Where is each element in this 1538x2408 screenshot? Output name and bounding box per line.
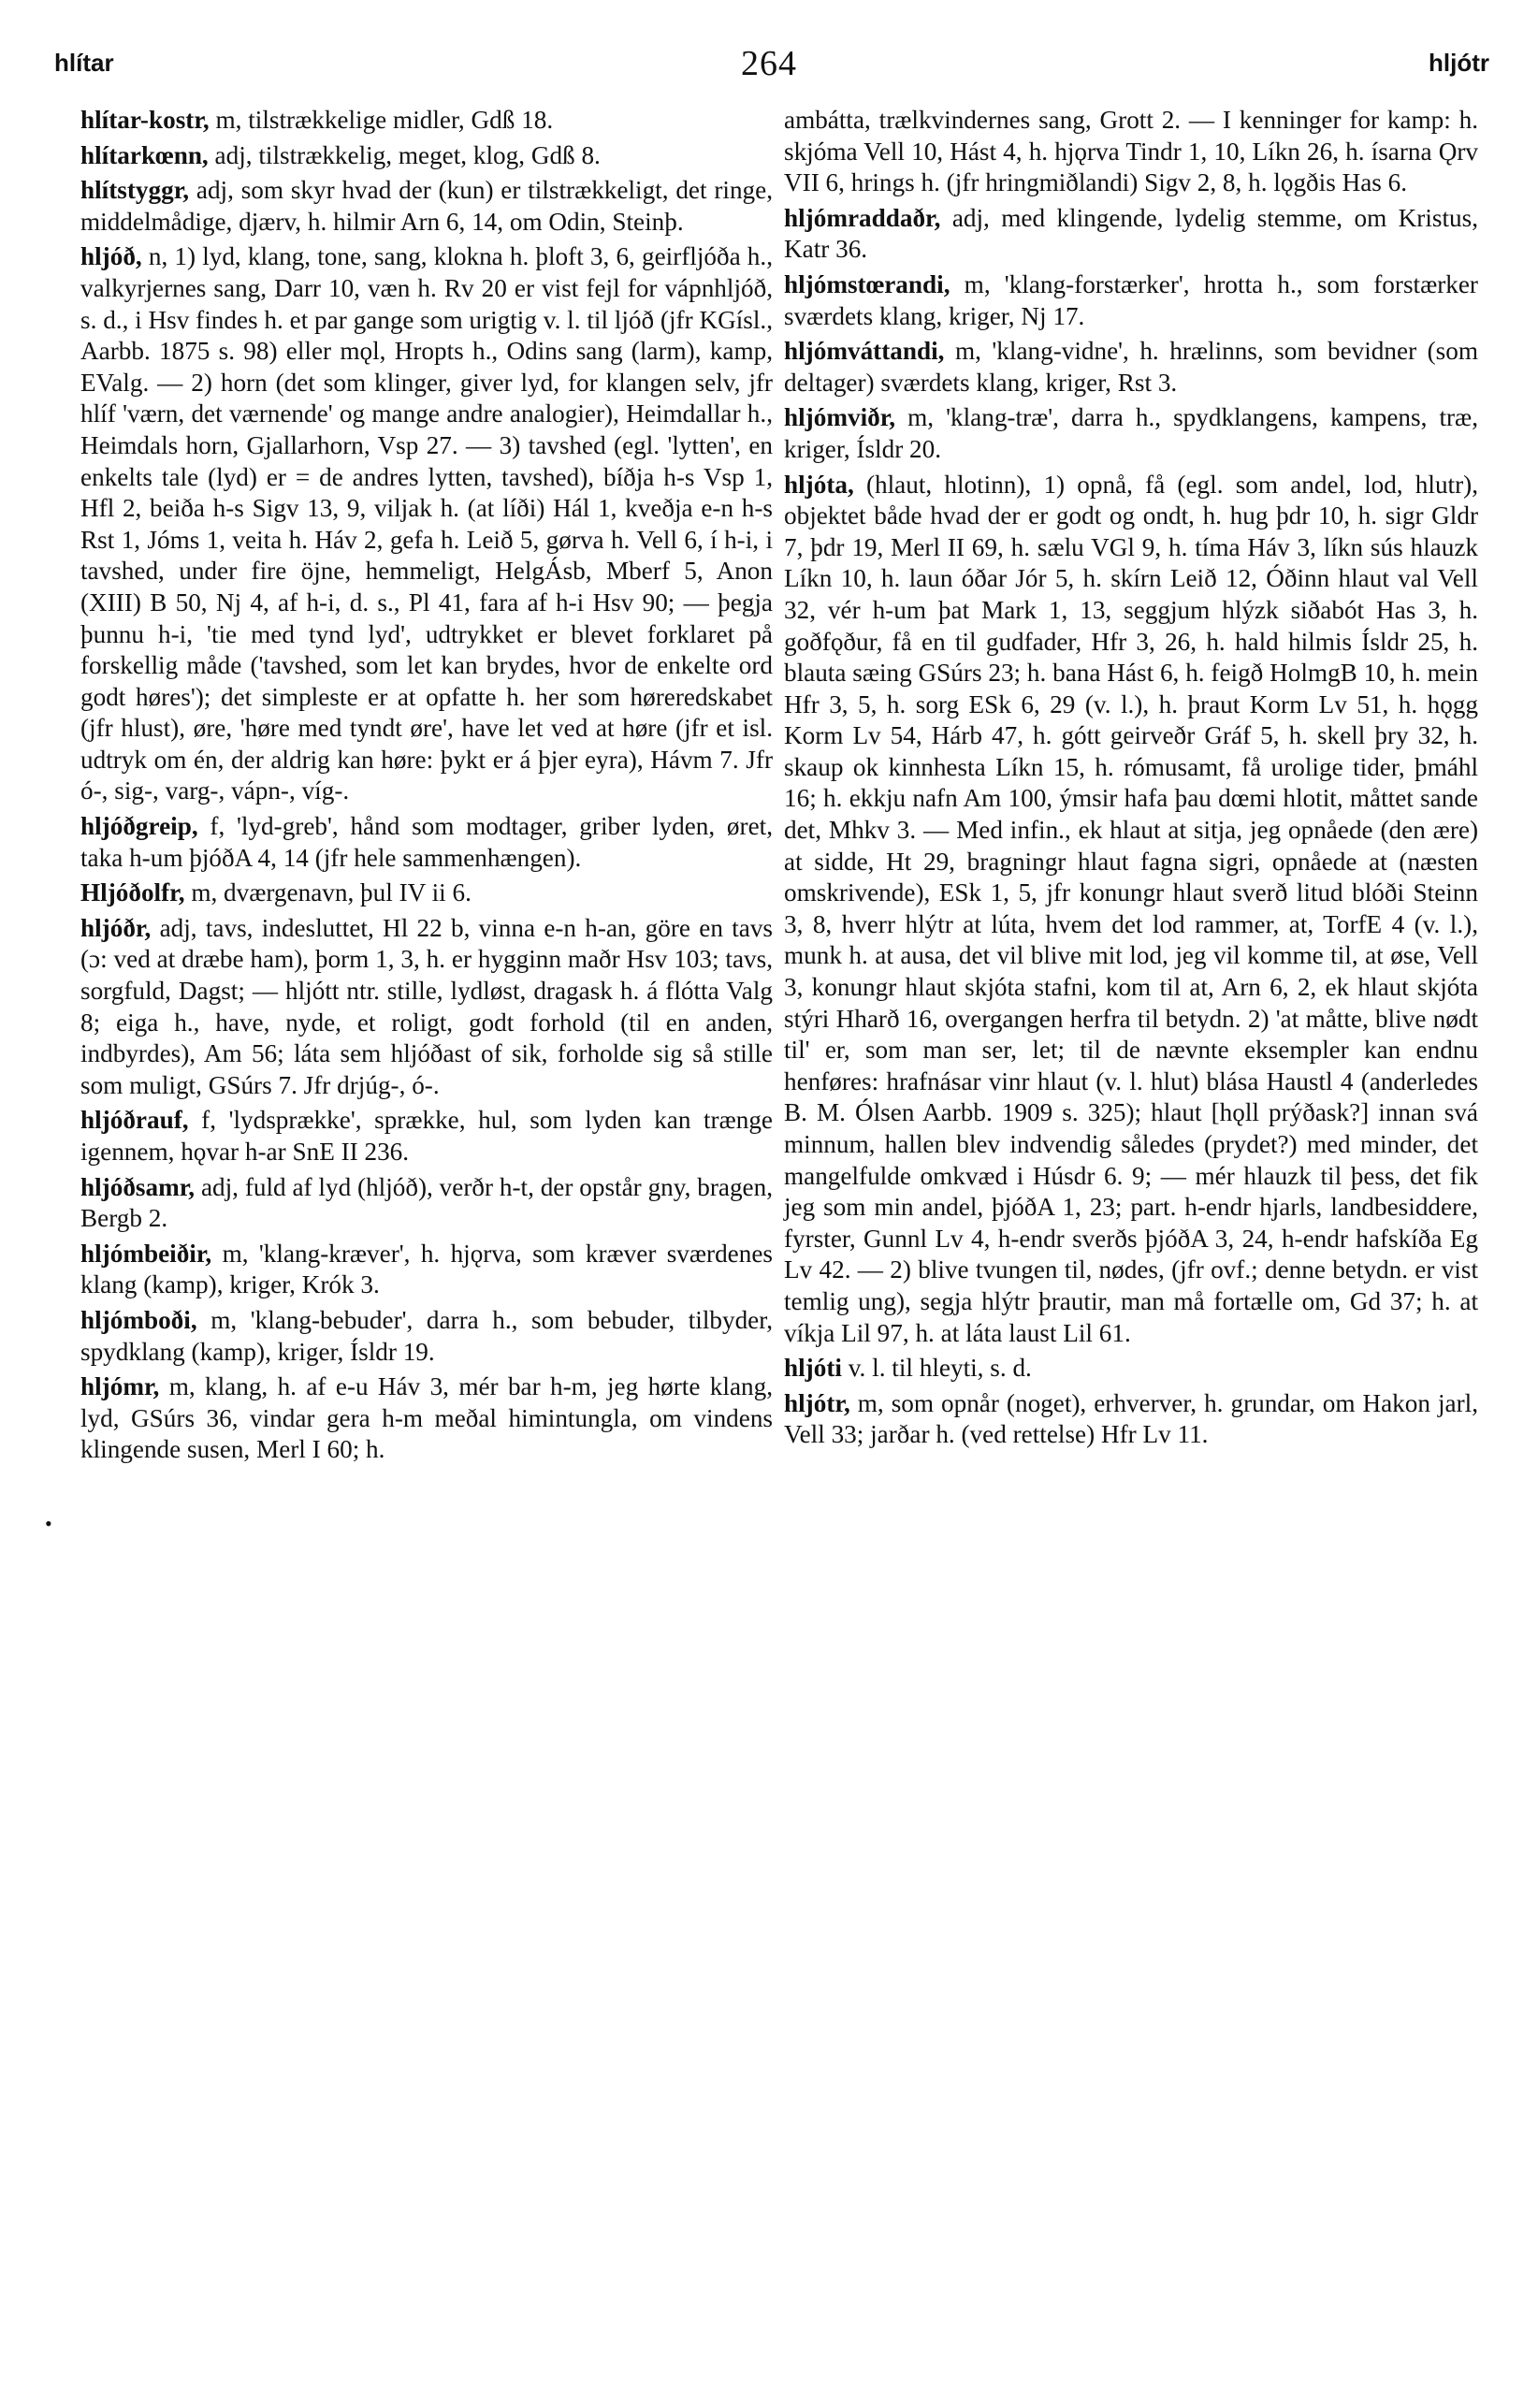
entry-definition: m, 'klang-træ', darra h., spydklangens, kampens, træ, kriger, Ísldr 20. [784, 403, 1478, 463]
dictionary-entry [784, 402, 1478, 465]
dictionary-entry [784, 336, 1478, 399]
dictionary-entry [784, 470, 1478, 1350]
entry-definition: adj, fuld af lyd (hljóð), verðr h-t, der opstår gny, bragen, Bergb 2. [80, 1172, 773, 1233]
entry-headword: hljóti [784, 1354, 842, 1383]
entry-headword: hljóðgreip, [80, 812, 198, 841]
dictionary-entry [80, 105, 773, 137]
entry-definition: m, 'klang-bebuder', darra h., som bebuder, tilbyder, spydklang (kamp), kriger, Ísldr 19. [80, 1305, 773, 1366]
dictionary-entry [80, 1371, 773, 1466]
right-guide-word: hljótr [1429, 49, 1489, 77]
entry-headword: hlítarkœnn, [80, 140, 209, 169]
entry-definition: adj, tavs, indesluttet, Hl 22 b, vinna e-n h-an, göre en tavs (ɔ: ved at dræbe ham), þorm 1, 3, h. er hygginn maðr Hsv 103; tavs, sorgfuld, Dagst; — hljótt ntr. stille, lydløst, dragask h. á flótta Valg 8; eiga h., have, nyde, et roligt, godt forhold (til en anden, indbyrdes), Am 56; láta sem hljóðast of sik, forholde sig så stille som muligt, GSúrs 7. Jfr drjúg-, ó-. [80, 913, 773, 1099]
entry-headword: hljótr, [784, 1388, 850, 1417]
entry-definition: (hlaut, hlotinn), 1) opnå, få (egl. som andel, lod, hlutr), objektet både hvad der er godt og ondt, h. hug þdr 10, h. sigr Gldr 7, þdr 19, Merl II 69, h. sælu VGl 9, h. tíma Háv 3, líkn sús hlauzk Líkn 10, h. laun óðar Jór 5, h. skírn Leið 12, Óðinn hlaut val Vell 32, vér h-um þat Mark 1, 13, seggjum hlýzk siðabót Has 3, h. goðfǫður, få en til gudfader, Hfr 3, 26, h. hald hilmis Ísldr 25, h. blauta sæing GSúrs 23; h. bana Hást 6, h. feigð HolmgB 10, h. mein Hfr 3, 5, h. sorg ESk 6, 29 (v. l.), h. þraut Korm Lv 51, h. hǫgg Korm Lv 54, Hárb 47, h. gótt geirveðr Gráf 5, h. skell þry 32, h. skaup ok kinnhesta Líkn 15, h. rómusamt, få urolige tider, þmáhl 16; h. ekkju nafn Am 100, ýmsir hafa þau dœmi hlotit, måttet sande det, Mhkv 3. — Med infin., ek hlaut at sitja, jeg opnåede (den ære) at sidde, Ht 29, bragningr hlaut fagna sigri, opnåede at (næsten omskrivende), ESk 1, 5, jfr konungr hlaut sverð litud blóði Steinn 3, 8, hverr hlýtr at lúta, hvem det lod rammer, at, TorfE 4 (v. l.), munk h. at ausa, det vil blive mit lod, jeg vil komme til, at øse, Vell 3, konungr hlaut skjóta stafni, kom til at, Arn 6, 2, ek hlaut skjóta stýri Hharð 16, overgangen herfra til betydn. 2) 'at måtte, blive nødt til' er, som man ser, let; til de nævnte eksempler kan endnu henføres: hrafnásar vinr hlaut (v. l. hlut) blása Haustl 4 (anderledes B. M. Ólsen Aarbb. 1909 s. 325); hlaut [hǫll prýðask?] innan svá minnum, hallen blev indvendig således (prydet?) med minder, det mangelfulde omkvæd i Húsdr 6. 9; — mér hlauzk til þess, det fik jeg som min andel, þjóðA 1, 23; part. h-endr hjarls, landbesiddere, fyrster, Gunnl Lv 4, h-endr sverðs þjóðA 3, 24, h-endr hafskíða Eg Lv 42. — 2) blive tvungen til, nødes, (jfr ovf.; denne betydn. er vist temlig ung), segja hlýtr þrautir, man må fortælle om, Gd 37; h. at víkja Lil 97, h. at láta laust Lil 61. [784, 470, 1478, 1347]
dictionary-entry [784, 1388, 1478, 1451]
dictionary-entry [80, 1172, 773, 1235]
left-guide-word: hlítar [54, 49, 114, 77]
entry-definition: adj, med klingende, lydelig stemme, om Kristus, Katr 36. [784, 203, 1478, 264]
dictionary-entry [80, 1105, 773, 1168]
entry-definition: m, som opnår (noget), erhverver, h. grundar, om Hakon jarl, Vell 33; jarðar h. (ved rettelse) Hfr Lv 11. [784, 1388, 1478, 1449]
entry-headword: hljómraddaðr, [784, 203, 941, 232]
dictionary-entry [784, 203, 1478, 266]
entry-headword: hljóðsamr, [80, 1172, 196, 1201]
right-column [784, 105, 1478, 1455]
entry-definition: m, 'klang-kræver', h. hjǫrva, som kræver sværdenes klang (kamp), kriger, Krók 3. [80, 1239, 773, 1299]
entry-headword: hljóðrauf, [80, 1106, 189, 1135]
entry-definition: m, 'klang-vidne', h. hrælinns, som bevidner (som deltager) sværdets klang, kriger, Rst 3. [784, 337, 1478, 397]
dictionary-entry [80, 913, 773, 1102]
entry-definition: m, tilstrækkelige midler, Gdß 18. [209, 106, 554, 134]
dictionary-entry [80, 878, 773, 909]
entry-definition: f, 'lyd-greb', hånd som modtager, griber lyden, øret, taka h-um þjóðA 4, 14 (jfr hele sammenhængen). [80, 812, 773, 872]
margin-dot: • [45, 1512, 52, 1535]
entry-headword: hlítar-kostr, [80, 106, 210, 134]
entry-headword: hljómviðr, [784, 403, 896, 432]
entry-headword: hljómboði, [80, 1305, 197, 1334]
dictionary-entry [80, 241, 773, 807]
entry-definition: n, 1) lyd, klang, tone, sang, klokna h. þloft 3, 6, geirfljóða h., valkyrjernes sang, Darr 10, væn h. Rv 20 er vist fejl for vápnhljóð, s. d., i Hsv findes h. et par gange som urigtig v. l. til ljóð (jfr KGísl., Aarbb. 1875 s. 98) eller mǫl, Hropts h., Odins sang (larm), kamp, EValg. — 2) horn (det som klinger, giver lyd, for klangen selv, jfr hlíf 'værn, det værnende' og mange andre analogier), Heimdallar h., Heimdals horn, Gjallarhorn, Vsp 27. — 3) tavshed (egl. 'lytten', en enkelts tale (lyd) er = de andres lytten, tavshed), bíðja h-s Vsp 1, Hfl 2, beiða h-s Sigv 13, 9, viljak h. (at líði) Hál 1, kveðja e-n h-s Rst 1, Jóms 1, veita h. Háv 2, gefa h. Leið 5, gørva h. Vell 6, í h-i, i tavshed, under fire öjne, hemmeligt, HelgÁsb, Mberf 5, Anon (XIII) B 50, Nj 4, af h-i, d. s., Pl 41, fara af h-i Hsv 90; — þegja þunnu h-i, 'tie med tynd lyd', udtrykket er blevet forklaret på forskellig måde ('tavshed, som let kan brydes, hvor de enkelte ord godt høres'); det simpleste er at opfatte h. her som høreredskabet (jfr hlust), øre, 'høre med tyndt øre', have let ved at høre (jfr et isl. udtryk om én, der aldrig kan høre: þykt er á þjer eyra), Hávm 7. Jfr ó-, sig-, varg-, vápn-, víg-. [80, 242, 773, 805]
entry-definition: adj, som skyr hvad der (kun) er tilstrækkeligt, det ringe, middelmådige, djærv, h. hilmir Arn 6, 14, om Odin, Steinþ. [80, 176, 773, 236]
left-column [80, 105, 773, 1470]
entry-definition: ambátta, trælkvindernes sang, Grott 2. — I kenninger for kamp: h. skjóma Vell 10, Hást 4, h. hjǫrva Tindr 1, 10, Líkn 26, h. ísarna Ǫrv VII 6, hrings h. (jfr hringmiðlandi) Sigv 2, 8, h. lǫgðis Has 6. [784, 106, 1478, 197]
entry-definition: f, 'lydsprække', sprække, hul, som lyden kan trænge igennem, hǫvar h-ar SnE II 236. [80, 1106, 773, 1166]
dictionary-entry [80, 811, 773, 874]
entry-headword: hljómstœrandi, [784, 269, 950, 298]
dictionary-entry [80, 140, 773, 172]
entry-headword: hljóta, [784, 470, 854, 499]
dictionary-entry [784, 269, 1478, 332]
entry-definition: v. l. til hleyti, s. d. [841, 1354, 1032, 1383]
page-number: 264 [741, 44, 797, 83]
entry-headword: hljóðr, [80, 913, 152, 942]
dictionary-entry [80, 175, 773, 238]
entry-headword: hljómr, [80, 1372, 160, 1401]
entry-headword: hljómváttandi, [784, 337, 945, 366]
entry-definition: adj, tilstrækkelig, meget, klog, Gdß 8. [208, 140, 601, 169]
entry-headword: hljómbeiðir, [80, 1239, 212, 1268]
entry-headword: hljóð, [80, 242, 142, 271]
entry-headword: hlítstyggr, [80, 176, 190, 205]
entry-definition: m, 'klang-forstærker', hrotta h., som forstærker sværdets klang, kriger, Nj 17. [784, 269, 1478, 330]
dictionary-entry [784, 1353, 1478, 1385]
entry-definition: m, dværgenavn, þul IV ii 6. [184, 878, 472, 907]
dictionary-entry [784, 105, 1478, 199]
entry-headword: Hljóðolfr, [80, 878, 185, 907]
entry-definition: m, klang, h. af e-u Háv 3, mér bar h-m, jeg hørte klang, lyd, GSúrs 36, vindar gera h-m meðal himintungla, om vindens klingende susen, Merl I 60; h. [80, 1372, 773, 1464]
dictionary-entry [80, 1305, 773, 1368]
dictionary-entry [80, 1239, 773, 1301]
